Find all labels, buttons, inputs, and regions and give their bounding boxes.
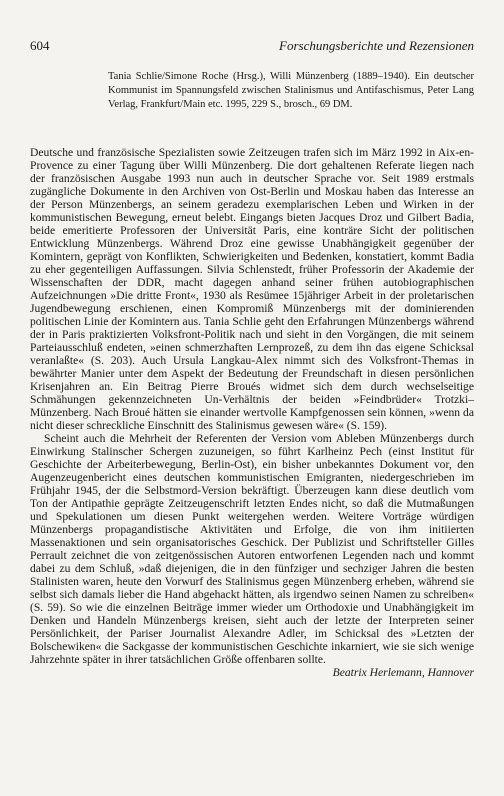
reviewer-signature: Beatrix Herlemann, Hannover bbox=[332, 666, 474, 679]
book-citation: Tania Schlie/Simone Roche (Hrsg.), Willi Münzenberg (1889–1940). Ein deutscher Kommunist im Spannungsfeld zwischen Stalinismus und Antifaschismus, Peter Lang Verlag, Frankfurt/Main etc. 1995, 229 S., brosch., 69 DM. bbox=[108, 71, 474, 110]
review-paragraph: Deutsche und französische Spezialisten sowie Zeitzeugen trafen sich im März 1992 in Aix-en-Provence zu einer Tagung über Willi Münzenberg. Die dort gehaltenen Referate liegen nach der französischen Ausgabe 1993 nun auch in deutscher Sprache vor. Seit 1989 erstmals zugängliche Dokumente in den Archiven von Ost-Berlin und Moskau haben das Interesse an der Person Münzenbergs, an seinem geradezu exemplarischen Leben und Wirken in der kommunistischen Bewegung, erneut belebt. Eingangs bieten Jacques Droz und Gilbert Badia, beide emeritierte Professoren der Universität Paris, eine konträre Sicht der politischen Entwicklung Münzenbergs. Während Droz eine gewisse Unabhängigkeit gegenüber der Komintern, geprägt von Konflikten, Schwierigkeiten und Bedenken, konstatiert, kommt Badia zu eher gegenteiligen Auffassungen. Silvia Schlenstedt, früher Professorin der Akademie der Wissenschaften der DDR, macht dagegen anhand seiner frühen autobiographischen Aufzeichnungen »Die dritte Front«, 1930 als Resümee 15jähriger Arbeit in der proletarischen Jugendbewegung erschienen, einen Kompromiß Münzenbergs mit der dominierenden politischen Linie der Komintern aus. Tania Schlie geht den Erfahrungen Münzenbergs während der in Paris praktizierten Volksfront-Politik nach und sieht in den Vorgängen, die mit seinem Parteiausschluß endeten, »einen schmerzhaften Lernprozeß, zu dem ihn das eigene Schicksal veranlaßte« (S. 203). Auch Ursula Langkau-Alex nimmt sich des Volksfront-Themas in bewährter Manier unter dem Aspekt der Bedeutung der Freundschaft in diesen persönlichen Krisenjahren an. Ein Beitrag Pierre Broués widmet sich dem durch wechselseitige Schmähungen gekennzeichneten Un-Verhältnis der beiden »Feindbrüder« Trotzki–Münzenberg. Nach Broué hätten sie einander wertvolle Kampfgenossen sein können, »wenn da nicht dieser schreckliche Einschnitt des Stalinismus gewesen wäre« (S. 159). bbox=[30, 146, 474, 432]
page-header bbox=[30, 38, 474, 54]
review-body bbox=[30, 146, 474, 679]
review-paragraph-text: Scheint auch die Mehrheit der Referenten der Version vom Ableben Münzenbergs durch Einwirkung Stalinscher Schergen zuzuneigen, so führt Karlheinz Pech (einst Institut für Geschichte der Arbeiterbewegung, Berlin-Ost), ein bisher unbekanntes Dokument vor, den Augenzeugenbericht eines deutschen kommunistischen Emigranten, niedergeschrieben im Frühjahr 1945, der die Selbstmord-Version bekräftigt. Überzeugen kann diese deutlich vom Ton der Antipathie geprägte Zeitzeugenschrift letzten Endes nicht, so daß die Mutmaßungen und Spekulationen um diesen Punkt weitergehen werden. Weitere Vorträge würdigen Münzenbergs propagandistische Aktivitäten und Erfolge, die von ihm initiierten Massenaktionen und sein organisatorisches Geschick. Der Publizist und Schriftsteller Gilles Perrault zeichnet die von zeitgenössischen Autoren entworfenen Legenden nach und kommt dabei zu dem Schluß, »daß diejenigen, die in den fünfziger und sechziger Jahren die besten Stalinisten waren, heute den Vorwurf des Stalinismus gegen Münzenberg erheben, während sie selbst sich damals lieber die Hand abgehackt hätten, als irgendwo seinen Namen zu schreiben« (S. 59). So wie die einzelnen Beiträge immer wieder um Orthodoxie und Unabhängigkeit im Denken und Handeln Münzenbergs kreisen, sieht auch der letzte der Interpreten seiner Persönlichkeit, der Pariser Journalist Alexandre Adler, im Schicksal des »Letzten der Bolschewiken« die Sackgasse der kommunistischen Geschichte inkarniert, wie sie sich wenige Jahrzehnte später in ihrer tatsächlichen Größe offenbaren sollte. bbox=[30, 432, 474, 666]
page-number: 604 bbox=[30, 38, 50, 53]
review-paragraph bbox=[30, 432, 474, 679]
running-title: Forschungsberichte und Rezensionen bbox=[279, 38, 474, 53]
